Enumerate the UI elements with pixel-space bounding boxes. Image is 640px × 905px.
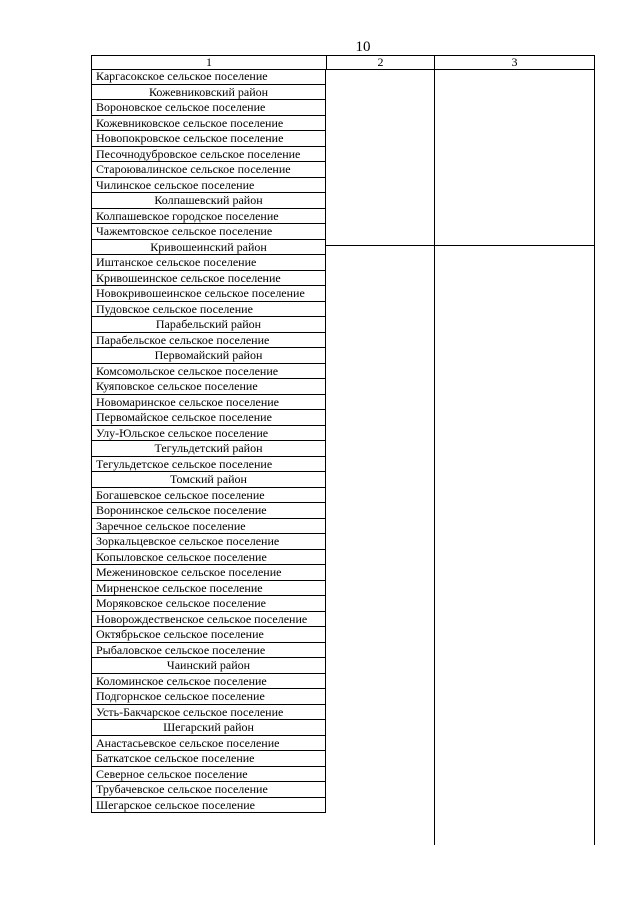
district-heading: Чаинский район xyxy=(91,658,326,674)
right-border xyxy=(594,69,595,845)
settlement-row: Подгорнское сельское поселение xyxy=(91,689,326,705)
district-heading: Кривошеинский район xyxy=(91,240,326,256)
settlement-row: Пудовское сельское поселение xyxy=(91,302,326,318)
settlement-row: Межениновское сельское поселение xyxy=(91,565,326,581)
settlement-row: Копыловское сельское поселение xyxy=(91,550,326,566)
settlement-row: Зоркальцевское сельское поселение xyxy=(91,534,326,550)
settlement-row: Новорождественское сельское поселение xyxy=(91,612,326,628)
settlement-row: Заречное сельское поселение xyxy=(91,519,326,535)
settlements-table xyxy=(91,55,595,845)
settlement-row: Тегульдетское сельское поселение xyxy=(91,457,326,473)
settlement-row: Иштанское сельское поселение xyxy=(91,255,326,271)
settlement-row: Усть-Бакчарское сельское поселение xyxy=(91,705,326,721)
settlement-row: Рыбаловское сельское поселение xyxy=(91,643,326,659)
district-heading: Шегарский район xyxy=(91,720,326,736)
settlement-row: Чажемтовское сельское поселение xyxy=(91,224,326,240)
group-separator xyxy=(326,245,595,246)
settlement-row: Чилинское сельское поселение xyxy=(91,178,326,194)
settlement-row: Улу-Юльское сельское поселение xyxy=(91,426,326,442)
settlement-row: Первомайское сельское поселение xyxy=(91,410,326,426)
district-heading: Парабельский район xyxy=(91,317,326,333)
settlement-row: Каргасокское сельское поселение xyxy=(91,69,326,85)
settlement-row: Моряковское сельское поселение xyxy=(91,596,326,612)
settlement-row: Трубачевское сельское поселение xyxy=(91,782,326,798)
district-heading: Кожевниковский район xyxy=(91,85,326,101)
district-heading: Тегульдетский район xyxy=(91,441,326,457)
column-divider-2-3 xyxy=(434,69,435,845)
settlement-row: Колпашевское городское поселение xyxy=(91,209,326,225)
settlement-row: Коломинское сельское поселение xyxy=(91,674,326,690)
settlement-row: Новокривошеинское сельское поселение xyxy=(91,286,326,302)
settlement-row: Анастасьевское сельское поселение xyxy=(91,736,326,752)
settlement-row: Северное сельское поселение xyxy=(91,767,326,783)
district-heading: Первомайский район xyxy=(91,348,326,364)
settlement-row: Кожевниковское сельское поселение xyxy=(91,116,326,132)
settlement-row: Староювалинское сельское поселение xyxy=(91,162,326,178)
settlement-row: Комсомольское сельское поселение xyxy=(91,364,326,380)
column-header-1: 1 xyxy=(91,55,327,70)
district-heading: Томский район xyxy=(91,472,326,488)
name-column xyxy=(91,69,326,813)
district-heading: Колпашевский район xyxy=(91,193,326,209)
column-header-2: 2 xyxy=(326,55,435,70)
page-number: 10 xyxy=(355,39,371,55)
settlement-row: Вороновское сельское поселение xyxy=(91,100,326,116)
settlement-row: Новомаринское сельское поселение xyxy=(91,395,326,411)
settlement-row: Парабельское сельское поселение xyxy=(91,333,326,349)
settlement-row: Новопокровское сельское поселение xyxy=(91,131,326,147)
column-header-3: 3 xyxy=(434,55,595,70)
settlement-row: Шегарское сельское поселение xyxy=(91,798,326,814)
settlement-row: Куяповское сельское поселение xyxy=(91,379,326,395)
settlement-row: Мирненское сельское поселение xyxy=(91,581,326,597)
settlement-row: Баткатское сельское поселение xyxy=(91,751,326,767)
settlement-row: Богашевское сельское поселение xyxy=(91,488,326,504)
settlement-row: Кривошеинское сельское поселение xyxy=(91,271,326,287)
settlement-row: Песочнодубровское сельское поселение xyxy=(91,147,326,163)
settlement-row: Октябрьское сельское поселение xyxy=(91,627,326,643)
settlement-row: Воронинское сельское поселение xyxy=(91,503,326,519)
